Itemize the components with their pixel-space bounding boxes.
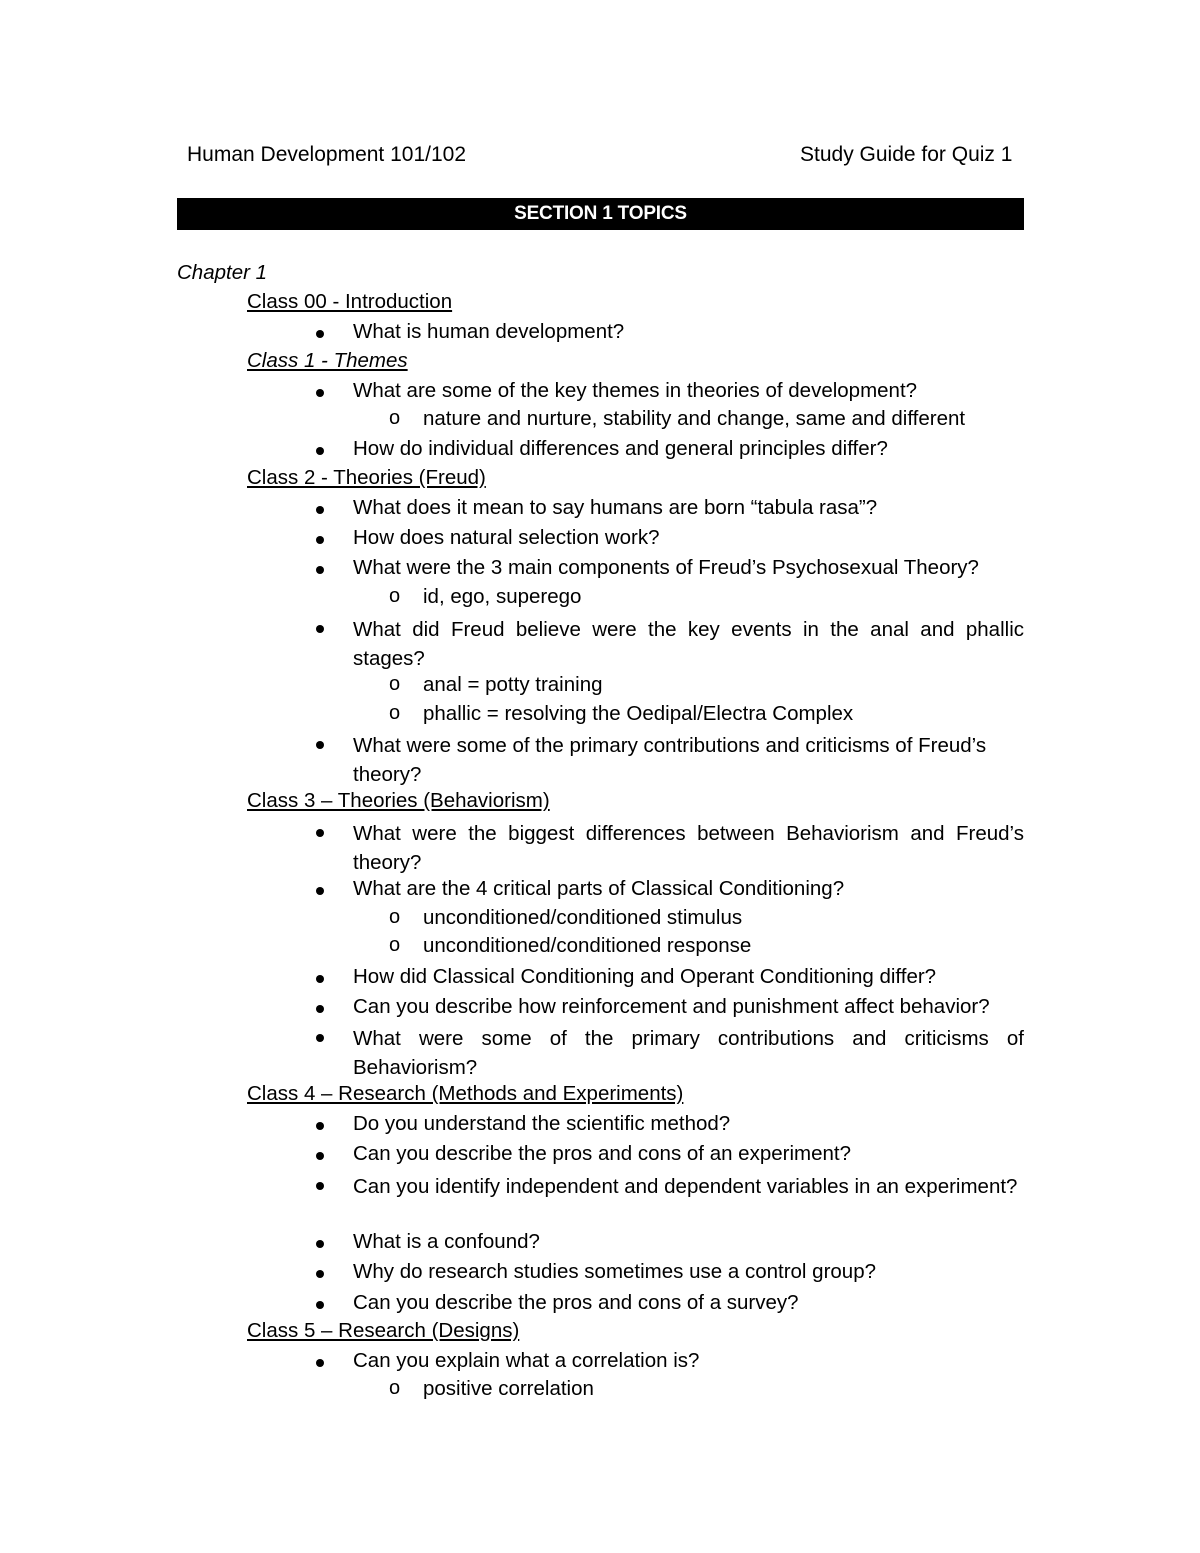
sub-list-item: phallic = resolving the Oedipal/Electra Complex [423, 702, 854, 725]
list-item: What does it mean to say humans are born “tabula rasa”? [353, 496, 878, 519]
list-item: Can you describe the pros and cons of a survey? [353, 1291, 799, 1314]
list-item: How do individual differences and general principles differ? [353, 437, 888, 460]
sub-bullet-icon: o [389, 585, 401, 607]
list-item: How did Classical Conditioning and Operant Conditioning differ? [353, 965, 937, 988]
list-item: Can you explain what a correlation is? [353, 1349, 700, 1372]
list-item: How does natural selection work? [353, 526, 660, 549]
sub-bullet-icon: o [389, 407, 401, 429]
sub-bullet-icon: o [389, 673, 401, 695]
sub-list-item: unconditioned/conditioned stimulus [423, 906, 743, 929]
list-item: What were some of the primary contributions and criticisms of Freud’s theory? [353, 734, 987, 786]
class-heading: Class 4 – Research (Methods and Experiments) [247, 1082, 684, 1105]
list-item: Why do research studies sometimes use a control group? [353, 1260, 877, 1283]
list-item: Can you describe the pros and cons of an experiment? [353, 1142, 851, 1165]
sub-list-item: unconditioned/conditioned response [423, 934, 752, 957]
list-item: Do you understand the scientific method? [353, 1112, 731, 1135]
list-item: What were the 3 main components of Freud’s Psychosexual Theory? [353, 556, 979, 579]
list-item: What were some of the primary contributions and criticisms of Behaviorism? [353, 1027, 1024, 1079]
sub-list-item: anal = potty training [423, 673, 603, 696]
sub-list-item: positive correlation [423, 1377, 594, 1400]
class-heading: Class 5 – Research (Designs) [247, 1319, 520, 1342]
list-item: Can you identify independent and dependent variables in an experiment? [353, 1175, 1018, 1198]
list-item: What are the 4 critical parts of Classical Conditioning? [353, 877, 845, 900]
class-heading: Class 3 – Theories (Behaviorism) [247, 789, 550, 812]
class-heading: Class 2 - Theories (Freud) [247, 466, 486, 489]
class-heading: Class 1 - Themes [247, 349, 408, 372]
sub-list-item: id, ego, superego [423, 585, 582, 608]
chapter-heading: Chapter 1 [177, 261, 268, 284]
class-heading: Class 00 - Introduction [247, 290, 453, 313]
sub-bullet-icon: o [389, 906, 401, 928]
sub-bullet-icon: o [389, 1377, 401, 1399]
list-item: What is a confound? [353, 1230, 540, 1253]
sub-bullet-icon: o [389, 702, 401, 724]
guide-title: Study Guide for Quiz 1 [800, 143, 1013, 166]
sub-list-item: nature and nurture, stability and change, same and different [423, 407, 966, 430]
list-item: What are some of the key themes in theories of development? [353, 379, 918, 402]
section-title-bar: SECTION 1 TOPICS [177, 198, 1024, 230]
course-title: Human Development 101/102 [187, 143, 467, 166]
list-item: Can you describe how reinforcement and punishment affect behavior? [353, 995, 990, 1018]
sub-bullet-icon: o [389, 934, 401, 956]
list-item: What did Freud believe were the key events in the anal and phallic stages? [353, 618, 1024, 670]
list-item: What were the biggest differences between Behaviorism and Freud’s theory? [353, 822, 1024, 874]
list-item: What is human development? [353, 320, 625, 343]
